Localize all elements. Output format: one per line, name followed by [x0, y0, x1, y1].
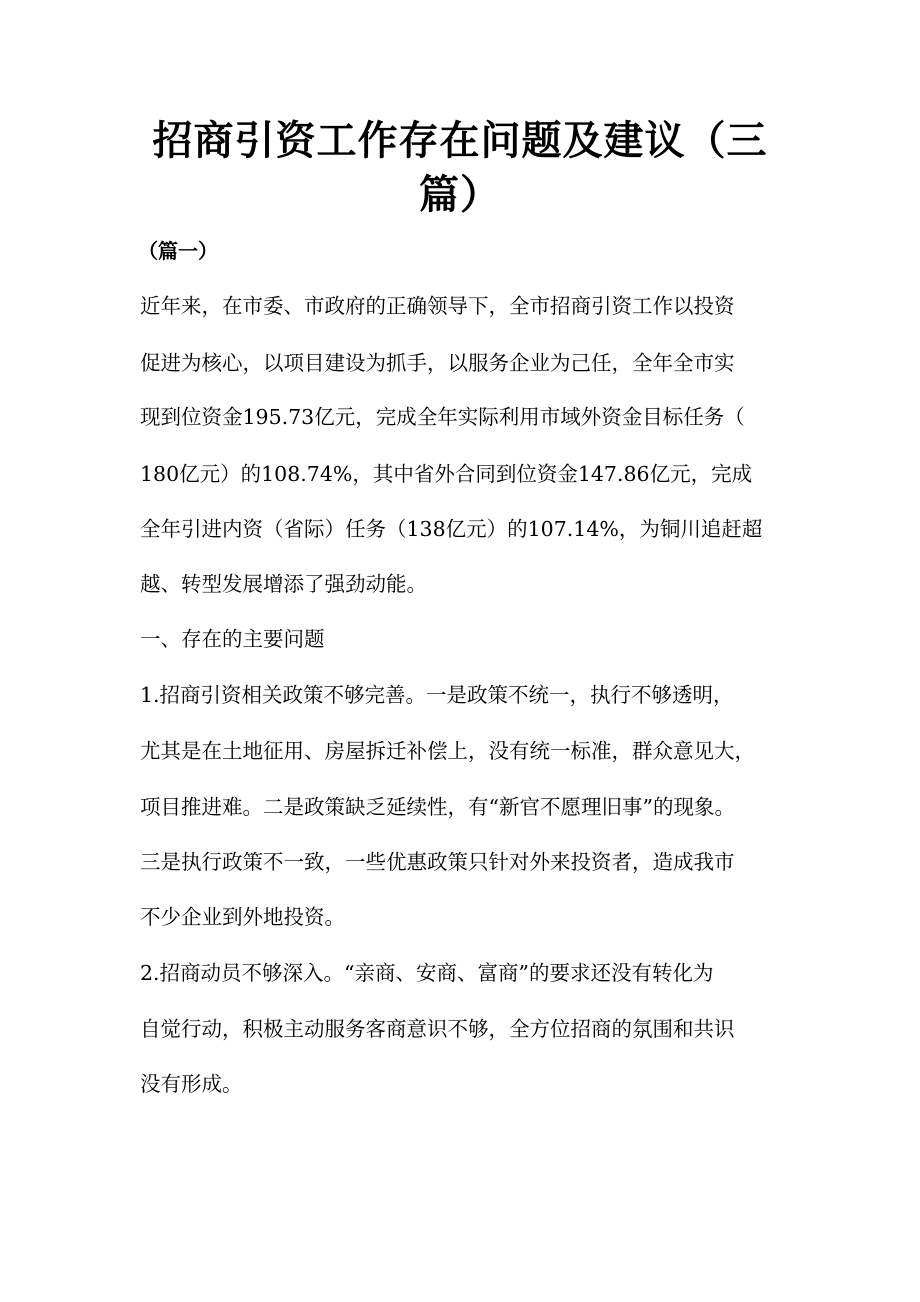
item-2-line: 自觉行动，积极主动服务客商意识不够，全方位招商的氛围和共识: [140, 1017, 735, 1041]
part-label: （篇一）: [138, 239, 218, 263]
item-2-line: 没有形成。: [140, 1072, 243, 1096]
item-1-line: 三是执行政策不一致，一些优惠政策只针对外来投资者，造成我市: [140, 850, 735, 874]
intro-line: 越、转型发展增添了强劲动能。: [140, 572, 427, 596]
item-1-line: 1.招商引资相关政策不够完善。一是政策不统一，执行不够透明，: [140, 683, 734, 707]
document-title-line-1: 招商引资工作存在问题及建议（三: [152, 118, 768, 164]
document-title-line-2: 篇）: [419, 172, 501, 218]
intro-line: 全年引进内资（省际）任务（138亿元）的107.14%，为铜川追赶超: [140, 517, 763, 541]
item-1-line: 尤其是在土地征用、房屋拆迁补偿上，没有统一标准，群众意见大，: [140, 739, 755, 763]
intro-line: 180亿元）的108.74%，其中省外合同到位资金147.86亿元，完成: [140, 462, 753, 486]
item-2-line: 2.招商动员不够深入。“亲商、安商、富商”的要求还没有转化为: [140, 961, 714, 985]
intro-line: 促进为核心，以项目建设为抓手，以服务企业为己任，全年全市实: [140, 351, 735, 375]
section-heading: 一、存在的主要问题: [140, 627, 325, 651]
intro-line: 近年来，在市委、市政府的正确领导下，全市招商引资工作以投资: [140, 294, 735, 318]
item-1-line: 项目推进难。二是政策缺乏延续性，有“新官不愿理旧事”的现象。: [140, 795, 735, 819]
intro-line: 现到位资金195.73亿元，完成全年实际利用市域外资金目标任务（: [140, 405, 745, 429]
item-1-line: 不少企业到外地投资。: [140, 905, 345, 929]
